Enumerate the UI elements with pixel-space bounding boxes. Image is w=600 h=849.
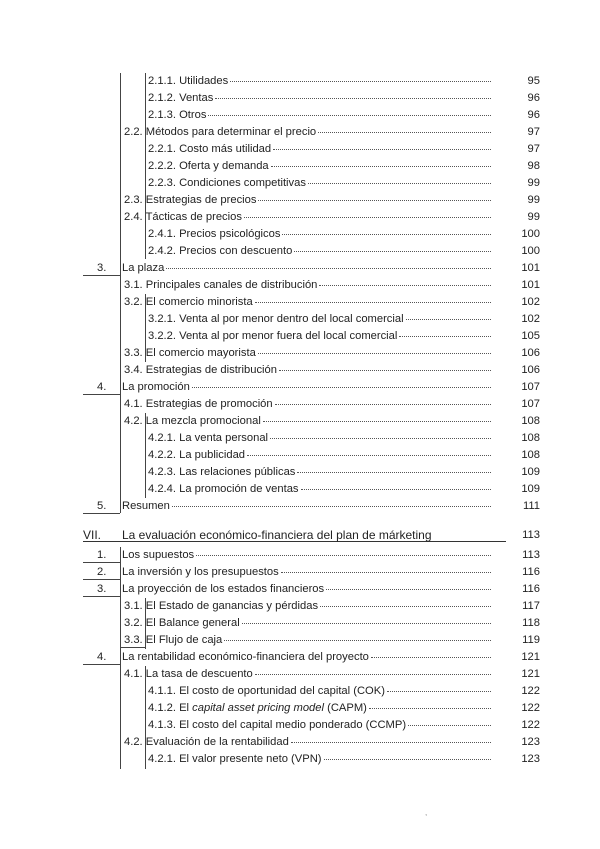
toc-entry [124,598,491,614]
toc-entry [97,498,491,514]
toc-entry-number: 3. [97,262,107,274]
toc-page-number: 116 [522,566,540,578]
toc-entry-title: Los supuestos [122,549,195,561]
toc-entry [124,396,491,412]
toc-entry [148,243,491,259]
toc-entry-title: 3.1. El Estado de ganancias y pérdidas [124,600,319,612]
outline-rule [83,275,120,276]
toc-chapter-row [83,527,491,543]
toc-entry-title: 4.1. La tasa de descuento [124,668,253,680]
toc-page-number: 99 [527,177,540,189]
toc-entry-title: 3.2. El comercio minorista [124,296,253,308]
toc-entry-title: 2.4.1. Precios psicológicos [148,228,281,240]
toc-page-number: 108 [521,449,540,461]
toc-entry [124,294,491,310]
toc-page-number: 106 [521,347,540,359]
toc-page-number: 107 [521,398,540,410]
toc-entry [148,683,491,699]
toc-page-number: 109 [521,483,540,495]
dot-leader [282,234,491,235]
toc-page-number: 117 [522,600,540,612]
toc-page-number: 99 [527,194,540,206]
dot-leader [324,759,492,760]
dot-leader [270,438,491,439]
outline-rule [83,562,120,563]
toc-entry [97,260,491,276]
dot-leader [273,149,491,150]
toc-entry-title: 3.1. Principales canales de distribución [124,279,318,291]
toc-entry-title: La inversión y los presupuestos [122,566,279,578]
dot-leader [294,251,491,252]
toc-entry [97,547,491,563]
toc-entry-title: 3.2.2. Venta al por menor fuera del local comercial [148,330,398,342]
toc-entry [124,277,491,293]
dot-leader [196,555,491,556]
toc-page-number: 122 [521,719,540,731]
dot-leader [242,623,491,624]
toc-entry [148,90,491,106]
toc-page-number: 121 [521,668,540,680]
toc-entry-title: 2.2.3. Condiciones competitivas [148,177,306,189]
toc-entry-title: La rentabilidad económico-financiera del proyecto [122,651,369,663]
toc-page-number: 113 [522,549,540,561]
dot-leader [281,572,491,573]
toc-entry [97,581,491,597]
toc-entry-title: 4.1. Estrategias de promoción [124,398,273,410]
toc-page-number: 123 [521,753,540,765]
outline-rule [120,647,145,648]
outline-rule [83,596,120,597]
dot-leader [263,421,491,422]
outline-rule [83,664,120,665]
toc-entry-title: La plaza [122,262,165,274]
toc-page-number: 122 [521,702,540,714]
toc-entry [124,632,491,648]
toc-entry-title: 4.2. La mezcla promocional [124,415,261,427]
toc-entry-title: 4.2.4. La promoción de ventas [148,483,299,495]
dot-leader [255,302,491,303]
dot-leader [244,217,491,218]
toc-entry [148,751,491,767]
dot-leader [208,115,491,116]
dot-leader [215,98,491,99]
toc-entry-title: 3.2. El Balance general [124,617,240,629]
toc-entry [97,649,491,665]
toc-entry-title: 4.1.3. El costo del capital medio ponderado (CCMP) [148,719,407,731]
toc-entry [148,700,491,716]
outline-rule [83,394,120,395]
dot-leader [166,268,491,269]
toc-page-number: 109 [521,466,540,478]
dot-leader [271,166,491,167]
toc-entry-title: La evaluación económico-financiera del plan de márketing [122,528,432,542]
toc-page-number: 96 [527,92,540,104]
toc-entry-title: 4.2.1. La venta personal [148,432,269,444]
toc-page-number: 102 [521,313,540,325]
dot-leader [279,370,491,371]
toc-entry [148,717,491,733]
toc-entry-title: 2.3. Estrategias de precios [124,194,257,206]
toc-entry [148,107,491,123]
dot-leader [326,589,491,590]
dot-leader [399,336,491,337]
toc-entry [124,362,491,378]
outline-rule [120,547,121,769]
outline-rule [145,294,146,362]
toc-entry-title: 2.4.2. Precios con descuento [148,245,293,257]
toc-entry [124,124,491,140]
dot-leader [406,319,491,320]
toc-entry-title: 3.3. El comercio mayorista [124,347,256,359]
dot-leader [318,132,491,133]
toc-entry [148,311,491,327]
dot-leader [258,353,491,354]
toc-entry [97,379,491,395]
dot-leader [247,455,491,456]
dot-leader [172,506,491,507]
toc-entry-title: 2.2.2. Oferta y demanda [148,160,269,172]
toc-entry-title: 4.2.3. Las relaciones públicas [148,466,296,478]
toc-entry-title: 4.2. Evaluación de la rentabilidad [124,736,289,748]
outline-rule [145,73,146,259]
dot-leader [308,183,491,184]
outline-rule [83,579,120,580]
toc-page-number: 102 [521,296,540,308]
toc-page-number: 95 [527,75,540,87]
toc-entry-title: La proyección de los estados financieros [122,583,325,595]
dot-leader [192,387,491,388]
toc-entry [148,481,491,497]
outline-rule [145,413,146,498]
toc-entry-title: 4.1.2. El capital asset pricing model (CAPM) [148,702,367,714]
toc-entry-title: 3.4. Estrategias de distribución [124,364,277,376]
toc-entry-title: 4.1.1. El costo de oportunidad del capital (COK) [148,685,385,697]
toc-entry-title: 2.4. Tácticas de precios [124,211,242,223]
toc-page-number: 101 [521,262,540,274]
toc-entry [148,141,491,157]
dot-leader [258,200,491,201]
dot-leader [301,489,491,490]
toc-page-number: 98 [527,160,540,172]
toc-page-number: 100 [521,228,540,240]
dot-leader [320,606,491,607]
dot-leader [275,404,491,405]
toc-entry [148,175,491,191]
toc-entry [124,666,491,682]
toc-page-number: 123 [521,736,540,748]
toc-page-number: 97 [527,143,540,155]
toc-entry [148,158,491,174]
toc-entry [124,734,491,750]
toc-page-number: 100 [521,245,540,257]
toc-entry-title: La promoción [122,381,190,393]
toc-entry-title: 2.1.1. Utilidades [148,75,229,87]
toc-entry-title: 2.1.3. Otros [148,109,207,121]
toc-entry [124,192,491,208]
toc-entry [124,345,491,361]
page-speck: , [425,808,428,817]
toc-entry-number: 2. [97,566,107,578]
toc-entry [124,615,491,631]
dot-leader [255,674,491,675]
toc-entry-title: 2.2. Métodos para determinar el precio [124,126,317,138]
dot-leader [387,691,491,692]
toc-entry [124,413,491,429]
toc-entry-title: 3.2.1. Venta al por menor dentro del local comercial [148,313,404,325]
toc-page-number: 122 [521,685,540,697]
toc-entry-number: 5. [97,500,107,512]
toc-entry [97,564,491,580]
toc-page-number: 111 [522,500,540,512]
toc-page-number: 99 [527,211,540,223]
toc-entry-title: 2.2.1. Costo más utilidad [148,143,272,155]
toc-page-number: 96 [527,109,540,121]
toc-page-number: 113 [522,529,540,541]
toc-entry [148,328,491,344]
dot-leader [291,742,491,743]
toc-entry-number: 1. [97,549,107,561]
toc-page-number: 106 [521,364,540,376]
toc-page-number: 108 [521,415,540,427]
toc-entry-title: 2.1.2. Ventas [148,92,214,104]
dot-leader [297,472,491,473]
dot-leader [408,725,491,726]
outline-rule [83,513,120,514]
dot-leader [369,708,491,709]
dot-leader [224,640,491,641]
toc-entry [148,73,491,89]
toc-entry [148,464,491,480]
toc-page-number: 101 [521,279,540,291]
toc-entry [148,226,491,242]
outline-rule [145,666,146,769]
toc-page-number: 121 [521,651,540,663]
toc-page-number: 118 [522,617,540,629]
toc-entry-number: 3. [97,583,107,595]
outline-rule [145,598,146,649]
toc-page-number: 105 [521,330,540,342]
toc-entry-title: 3.3. El Flujo de caja [124,634,223,646]
toc-page-number: 107 [521,381,540,393]
toc-entry-number: 4. [97,381,107,393]
toc-entry-title: 4.2.2. La publicidad [148,449,246,461]
toc-entry-title: 4.2.1. El valor presente neto (VPN) [148,753,322,765]
toc-entry [124,209,491,225]
dot-leader [230,81,491,82]
toc-entry-number: 4. [97,651,107,663]
dot-leader [371,657,491,658]
toc-entry [148,430,491,446]
toc-entry [148,447,491,463]
toc-page-number: 97 [527,126,540,138]
toc-entry-title: Resumen [122,500,170,512]
dot-leader [319,285,491,286]
outline-rule [120,73,121,513]
toc-page-number: 116 [522,583,540,595]
toc-page-number: 119 [522,634,540,646]
toc-entry-number: VII. [83,528,102,542]
toc-page-number: 108 [521,432,540,444]
